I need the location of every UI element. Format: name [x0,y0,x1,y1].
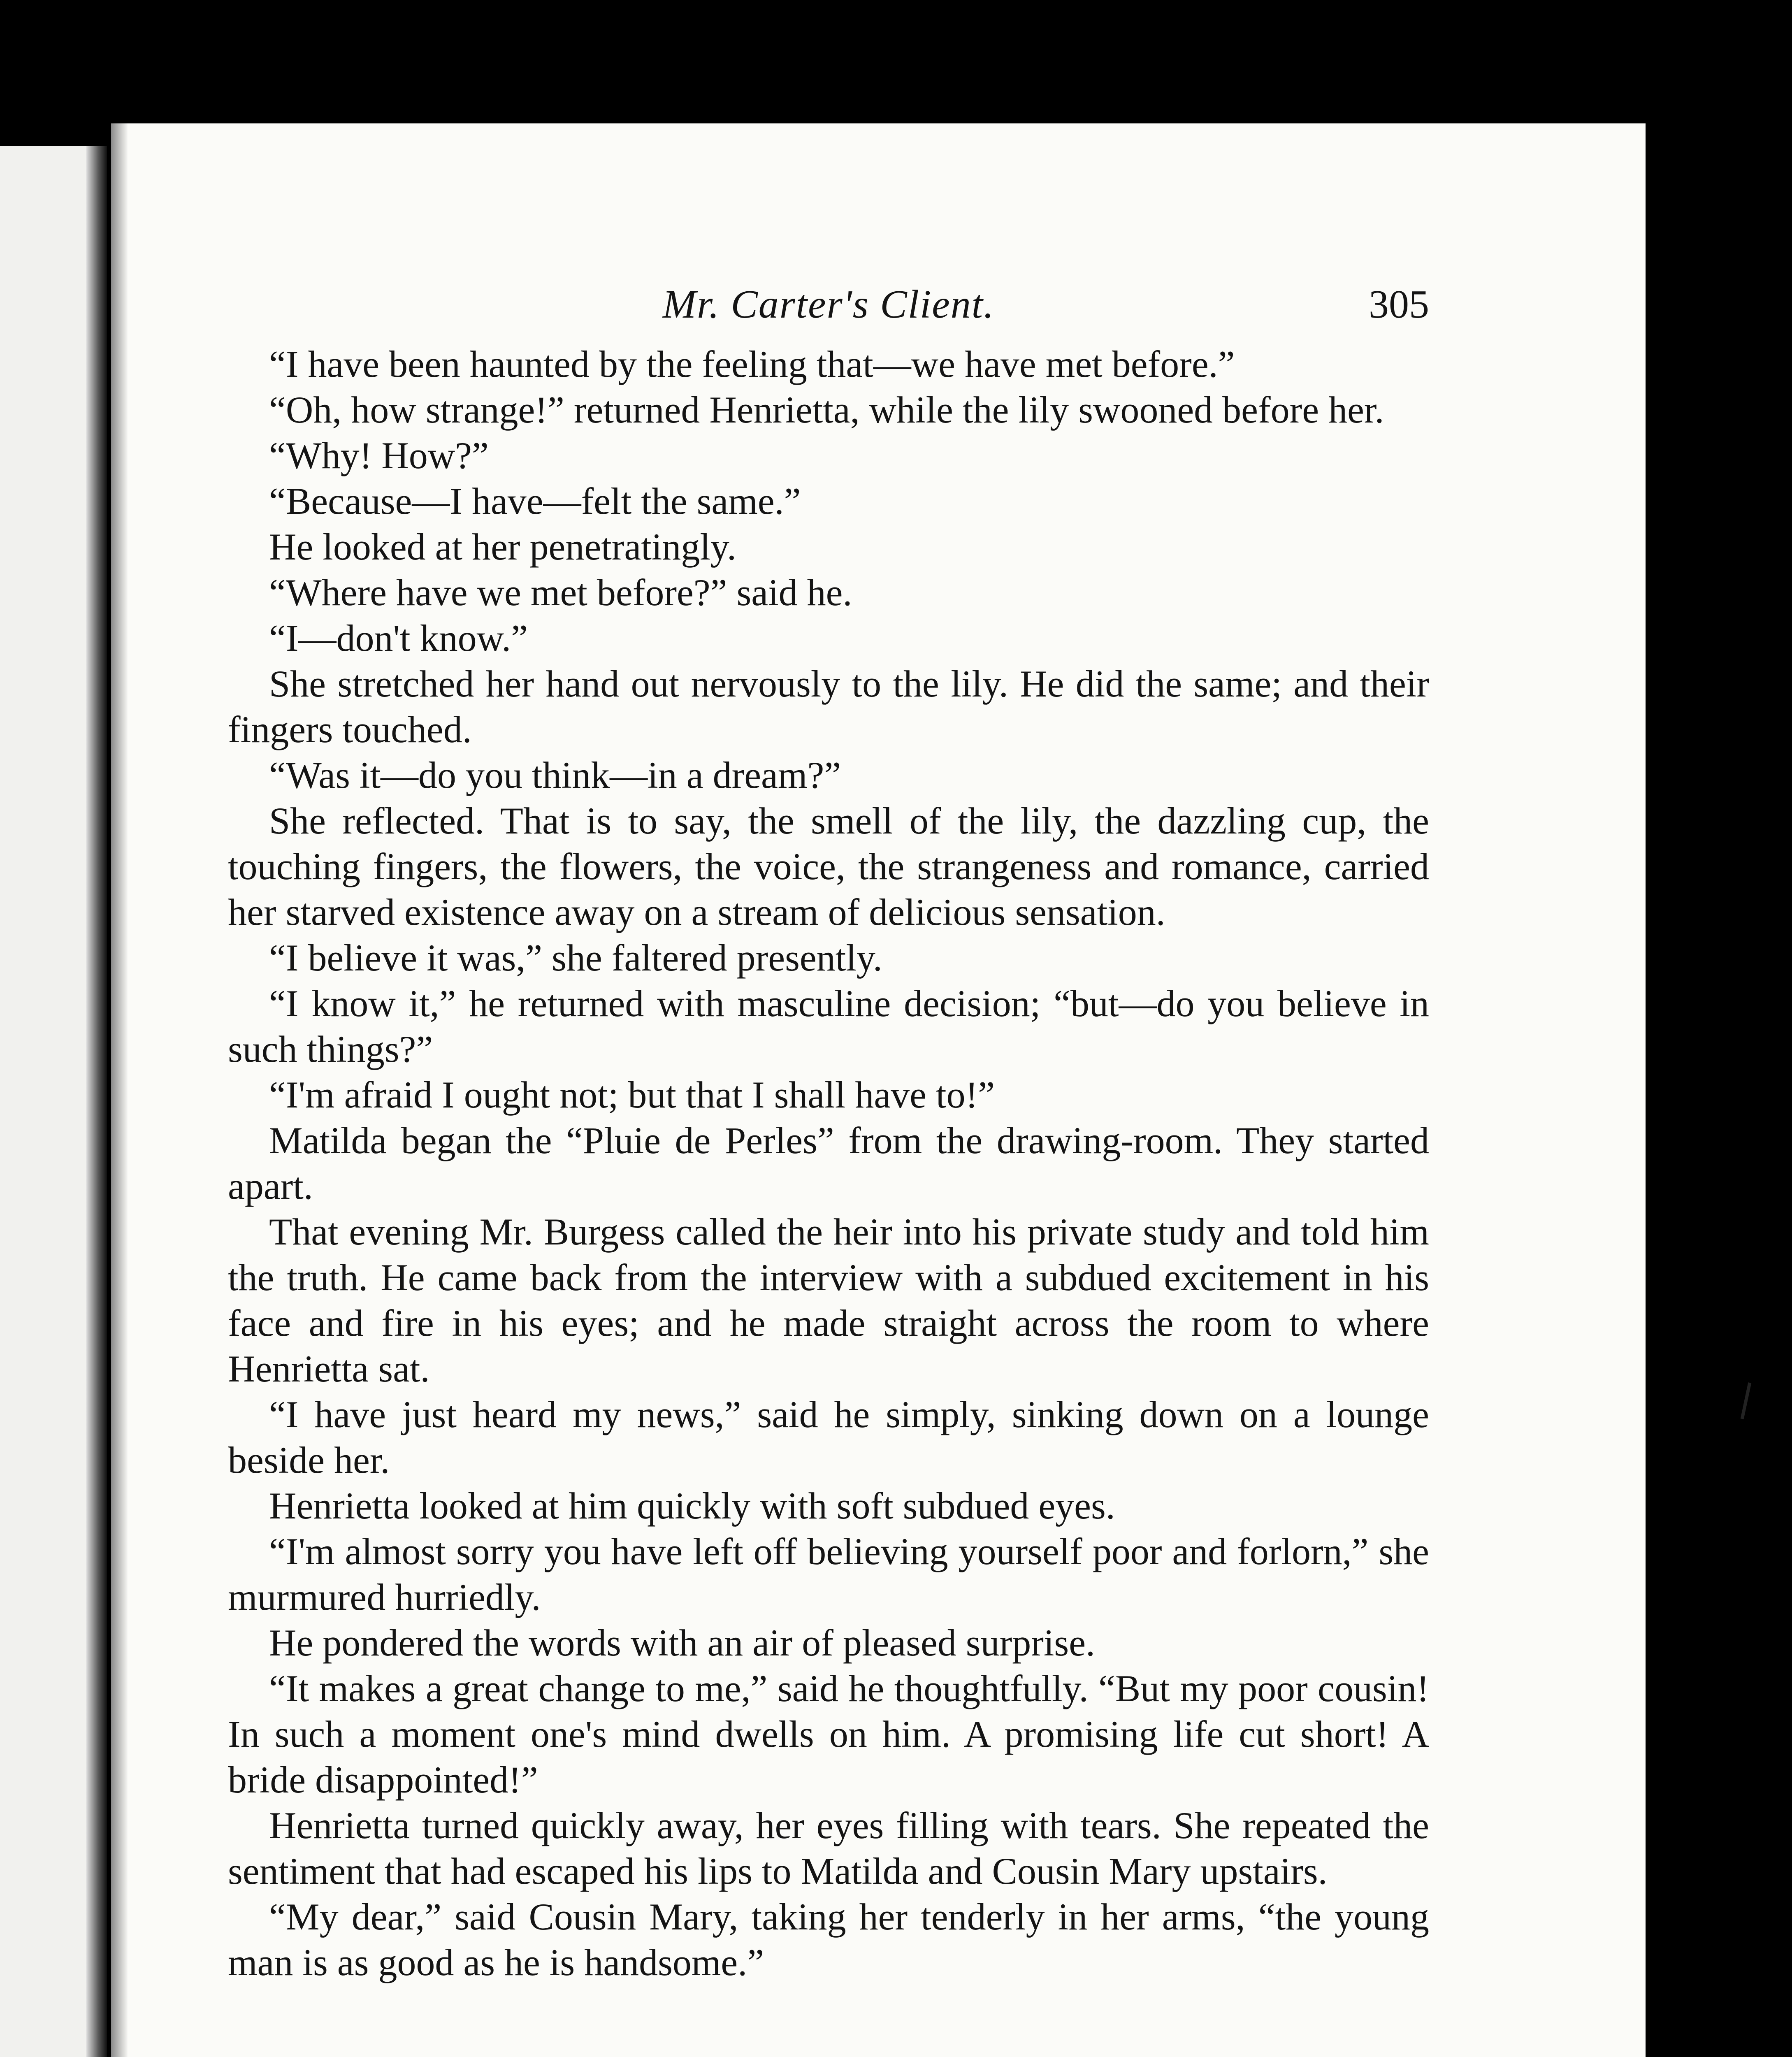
paragraph: “Where have we met before?” said he. [269,571,852,613]
paragraph: “Why! How?” [269,434,489,476]
paragraph: “I'm almost sorry you have left off believing yourself poor and forlorn,” she murmured hurriedly. [228,1530,1429,1618]
paragraph: She reflected. That is to say, the smell of the lily, the dazzling cup, the touching fingers, the flowers, the voice, the strangeness and romance, carried her starved existence away on a stream of delicious sensation. [228,800,1429,933]
paragraph: “It makes a great change to me,” said he thoughtfully. “But my poor cousin! In such a moment one's mind dwells on him. A promising life cut short! A bride disappointed!” [228,1667,1429,1801]
scan-speck [1741,1382,1752,1419]
paragraph: He looked at her penetratingly. [269,526,736,568]
paragraph: That evening Mr. Burgess called the heir into his private study and told him the truth. He came back from the interview with a subdued excitement in his face and fire in his eyes; and he made straight across the room to where Henrietta sat. [228,1211,1429,1390]
book-page [111,123,1646,2057]
running-head [228,272,1429,337]
paragraph: “I—don't know.” [269,617,528,659]
paragraph: Henrietta turned quickly away, her eyes filling with tears. She repeated the sentiment that had escaped his lips to Matilda and Cousin Mary upstairs. [228,1804,1429,1892]
body-text [228,341,1429,2057]
paragraph: She stretched her hand out nervously to the lily. He did the same; and their fingers touched. [228,663,1429,750]
paragraph: Matilda began the “Pluie de Perles” from the drawing-room. They started apart. [228,1119,1429,1207]
paragraph: “Was it—do you think—in a dream?” [269,754,841,796]
book-spine-shadow [86,146,107,2057]
running-title: Mr. Carter's Client. [662,282,995,327]
paragraph: He pondered the words with an air of pleased surprise. [269,1622,1096,1664]
previous-page-edge [0,146,99,2057]
page-number: 305 [1369,282,1429,327]
paragraph: “My dear,” said Cousin Mary, taking her tenderly in her arms, “the young man is as good as he is handsome.” [228,1896,1429,1983]
paragraph: “Because—I have—felt the same.” [269,480,801,522]
paragraph: “Oh, how strange!” returned Henrietta, while the lily swooned before her. [269,389,1384,431]
page-gutter [111,123,128,2057]
paragraph: “I'm afraid I ought not; but that I shall have to!” [269,1074,995,1116]
paragraph: “I have just heard my news,” said he simply, sinking down on a lounge beside her. [228,1393,1429,1481]
paragraph: Henrietta looked at him quickly with soft subdued eyes. [269,1485,1115,1527]
paragraph: “I believe it was,” she faltered presently. [269,937,882,979]
paragraph: “I have been haunted by the feeling that—we have met before.” [269,343,1235,385]
paragraph: “I know it,” he returned with masculine decision; “but—do you believe in such things?” [228,982,1429,1070]
text-block [228,272,1429,2057]
